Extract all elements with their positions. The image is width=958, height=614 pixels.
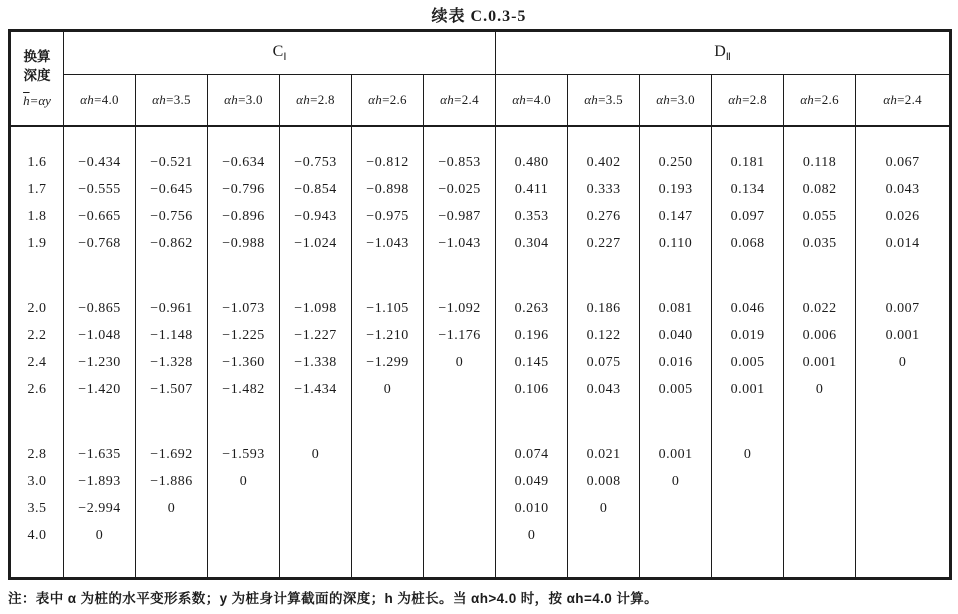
corner-line1: 换算: [23, 48, 51, 64]
d2-value-cell: 0.055: [784, 203, 856, 230]
c1-value-cell: −1.230: [64, 349, 136, 376]
c1-value-cell: [352, 468, 424, 495]
c1-value-cell: −0.898: [352, 176, 424, 203]
spacer-cell: [136, 549, 208, 579]
spacer-cell: [208, 403, 280, 441]
spacer-cell: [352, 549, 424, 579]
spacer-cell: [856, 403, 951, 441]
c1-value-cell: −0.753: [280, 149, 352, 176]
c1-value-cell: −1.886: [136, 468, 208, 495]
spacer-cell: [64, 403, 136, 441]
d2-value-cell: 0.014: [856, 230, 951, 257]
d2-value-cell: 0.480: [496, 149, 568, 176]
col-header-d2-3: αh=2.8: [712, 75, 784, 127]
spacer-cell: [64, 549, 136, 579]
d2-value-cell: 0.049: [496, 468, 568, 495]
c1-value-cell: −0.796: [208, 176, 280, 203]
spacer-cell: [568, 403, 640, 441]
c1-value-cell: 0: [424, 349, 496, 376]
spacer-cell: [640, 403, 712, 441]
table-row: [10, 376, 951, 403]
spacer-cell: [136, 257, 208, 295]
d2-value-cell: [784, 441, 856, 468]
c1-value-cell: −1.360: [208, 349, 280, 376]
c1-value-cell: −0.961: [136, 295, 208, 322]
d2-value-cell: 0.019: [712, 322, 784, 349]
d2-value-cell: 0: [496, 522, 568, 549]
row-label-cell: 3.5: [10, 495, 64, 522]
c1-value-cell: −1.635: [64, 441, 136, 468]
spacer-cell: [856, 126, 951, 149]
spacer-cell: [784, 126, 856, 149]
d2-value-cell: 0.250: [640, 149, 712, 176]
d2-value-cell: [856, 495, 951, 522]
c1-value-cell: [280, 468, 352, 495]
table-row: [10, 522, 951, 549]
col-header-c1-3: αh=2.8: [280, 75, 352, 127]
row-label-cell: 2.0: [10, 295, 64, 322]
d2-value-cell: 0.081: [640, 295, 712, 322]
d2-value-cell: [712, 468, 784, 495]
d2-value-cell: 0.005: [640, 376, 712, 403]
c1-value-cell: −1.225: [208, 322, 280, 349]
col-header-c1-0: αh=4.0: [64, 75, 136, 127]
spacer-cell: [640, 549, 712, 579]
d2-value-cell: [856, 468, 951, 495]
row-label-cell: 2.2: [10, 322, 64, 349]
d2-value-cell: 0.046: [712, 295, 784, 322]
table-title: 续表 C.0.3-5: [431, 8, 527, 25]
c1-value-cell: −0.988: [208, 230, 280, 257]
table-row: [10, 349, 951, 376]
row-label-cell: 1.7: [10, 176, 64, 203]
c1-value-cell: [208, 522, 280, 549]
c1-value-cell: [208, 495, 280, 522]
d2-value-cell: 0.097: [712, 203, 784, 230]
c1-value-cell: −1.227: [280, 322, 352, 349]
c1-value-cell: −0.812: [352, 149, 424, 176]
d2-value-cell: 0.147: [640, 203, 712, 230]
spacer-cell: [712, 403, 784, 441]
c1-value-cell: −0.555: [64, 176, 136, 203]
table-row: [10, 149, 951, 176]
c1-value-cell: −1.210: [352, 322, 424, 349]
d2-value-cell: 0.276: [568, 203, 640, 230]
spacer-cell: [496, 549, 568, 579]
col-header-d2-1: αh=3.5: [568, 75, 640, 127]
row-label-cell: 1.6: [10, 149, 64, 176]
c1-value-cell: [280, 522, 352, 549]
d2-value-cell: 0.068: [712, 230, 784, 257]
d2-value-cell: 0.122: [568, 322, 640, 349]
col-header-d2-5: αh=2.4: [856, 75, 951, 127]
spacer-cell: [568, 126, 640, 149]
row-label-cell: 2.4: [10, 349, 64, 376]
d2-value-cell: 0.016: [640, 349, 712, 376]
c1-value-cell: −1.148: [136, 322, 208, 349]
d2-value-cell: 0.022: [784, 295, 856, 322]
c1-value-cell: −1.338: [280, 349, 352, 376]
c1-value-cell: −0.865: [64, 295, 136, 322]
d2-value-cell: 0.118: [784, 149, 856, 176]
d2-value-cell: 0.333: [568, 176, 640, 203]
d2-value-cell: [856, 441, 951, 468]
c1-value-cell: −0.943: [280, 203, 352, 230]
table-row: [10, 322, 951, 349]
c1-value-cell: −1.043: [352, 230, 424, 257]
d2-value-cell: 0.106: [496, 376, 568, 403]
c1-value-cell: −0.521: [136, 149, 208, 176]
c1-value-cell: −1.507: [136, 376, 208, 403]
c1-value-cell: −0.896: [208, 203, 280, 230]
d2-value-cell: 0.001: [856, 322, 951, 349]
row-label-cell: 2.8: [10, 441, 64, 468]
d2-value-cell: 0.074: [496, 441, 568, 468]
d2-value-cell: 0.402: [568, 149, 640, 176]
c1-value-cell: −1.434: [280, 376, 352, 403]
spacer-cell: [784, 549, 856, 579]
d2-value-cell: 0.040: [640, 322, 712, 349]
d2-value-cell: 0.353: [496, 203, 568, 230]
group-header-c1: $C_Ⅰ$: [64, 31, 496, 75]
d2-value-cell: 0.263: [496, 295, 568, 322]
c1-value-cell: 0: [64, 522, 136, 549]
d2-value-cell: 0.021: [568, 441, 640, 468]
c1-value-cell: [424, 441, 496, 468]
c1-value-cell: −1.043: [424, 230, 496, 257]
corner-line2: 深度: [23, 68, 51, 84]
corner-header: [10, 31, 64, 127]
spacer-row: [10, 126, 951, 149]
spacer-cell: [856, 257, 951, 295]
c1-value-cell: −0.665: [64, 203, 136, 230]
spacer-cell: [64, 126, 136, 149]
c1-value-cell: [424, 522, 496, 549]
d2-value-cell: [640, 495, 712, 522]
d2-value-cell: 0.001: [640, 441, 712, 468]
spacer-row: [10, 403, 951, 441]
spacer-cell: [640, 126, 712, 149]
c1-value-cell: [136, 522, 208, 549]
d2-value-cell: [856, 522, 951, 549]
d2-value-cell: 0: [784, 376, 856, 403]
c1-value-cell: −1.048: [64, 322, 136, 349]
c1-value-cell: −1.073: [208, 295, 280, 322]
d2-value-cell: 0.026: [856, 203, 951, 230]
c1-value-cell: −0.854: [280, 176, 352, 203]
c1-value-cell: −1.328: [136, 349, 208, 376]
table-row: [10, 176, 951, 203]
spacer-row: [10, 549, 951, 579]
spacer-cell: [352, 403, 424, 441]
c1-value-cell: −1.482: [208, 376, 280, 403]
d2-value-cell: 0.304: [496, 230, 568, 257]
spacer-cell: [136, 403, 208, 441]
d2-value-cell: 0.411: [496, 176, 568, 203]
spacer-cell: [568, 549, 640, 579]
d2-value-cell: 0.007: [856, 295, 951, 322]
c1-value-cell: −1.092: [424, 295, 496, 322]
d2-value-cell: 0.134: [712, 176, 784, 203]
d2-value-cell: 0.010: [496, 495, 568, 522]
d2-value-cell: 0.196: [496, 322, 568, 349]
c1-value-cell: −1.176: [424, 322, 496, 349]
spacer-cell: [424, 549, 496, 579]
d2-value-cell: 0.067: [856, 149, 951, 176]
d2-value-cell: 0: [568, 495, 640, 522]
spacer-cell: [280, 257, 352, 295]
corner-formula: $\overline{h}=\alpha y$: [23, 92, 51, 108]
col-header-c1-2: αh=3.0: [208, 75, 280, 127]
row-label-cell: 1.9: [10, 230, 64, 257]
spacer-cell: [208, 126, 280, 149]
c1-value-cell: [352, 441, 424, 468]
d2-value-cell: 0.075: [568, 349, 640, 376]
col-header-d2-0: αh=4.0: [496, 75, 568, 127]
spacer-cell: [568, 257, 640, 295]
header-group-row: [10, 31, 951, 75]
c1-value-cell: −0.756: [136, 203, 208, 230]
d2-value-cell: 0.181: [712, 149, 784, 176]
spacer-cell: [712, 549, 784, 579]
spacer-cell: [496, 403, 568, 441]
d2-value-cell: [568, 522, 640, 549]
c1-value-cell: −0.853: [424, 149, 496, 176]
spacer-cell: [496, 257, 568, 295]
col-header-c1-4: αh=2.6: [352, 75, 424, 127]
d2-value-cell: [640, 522, 712, 549]
d2-value-cell: 0.186: [568, 295, 640, 322]
d2-value-cell: [784, 468, 856, 495]
spacer-cell: [712, 126, 784, 149]
d2-value-cell: [784, 522, 856, 549]
spacer-cell: [280, 549, 352, 579]
d2-value-cell: 0.008: [568, 468, 640, 495]
c1-value-cell: −0.862: [136, 230, 208, 257]
row-label-cell: 1.8: [10, 203, 64, 230]
c1-value-cell: 0: [208, 468, 280, 495]
table-row: [10, 230, 951, 257]
spacer-cell: [10, 257, 64, 295]
d2-value-cell: [856, 376, 951, 403]
c1-value-cell: 0: [280, 441, 352, 468]
spacer-cell: [640, 257, 712, 295]
d2-value-cell: 0.006: [784, 322, 856, 349]
c1-value-cell: −0.634: [208, 149, 280, 176]
c1-value-cell: [352, 495, 424, 522]
d2-value-cell: 0: [856, 349, 951, 376]
d2-value-cell: 0.043: [568, 376, 640, 403]
row-label-cell: 3.0: [10, 468, 64, 495]
c1-value-cell: [424, 468, 496, 495]
d2-value-cell: 0.110: [640, 230, 712, 257]
table-row: [10, 203, 951, 230]
c1-value-cell: −0.434: [64, 149, 136, 176]
spacer-cell: [64, 257, 136, 295]
c1-value-cell: −1.105: [352, 295, 424, 322]
c1-value-cell: −1.692: [136, 441, 208, 468]
spacer-cell: [10, 403, 64, 441]
spacer-cell: [136, 126, 208, 149]
spacer-cell: [352, 257, 424, 295]
c1-value-cell: −1.098: [280, 295, 352, 322]
c1-value-cell: 0: [136, 495, 208, 522]
d2-value-cell: 0.001: [712, 376, 784, 403]
spacer-cell: [784, 403, 856, 441]
c1-value-cell: 0: [352, 376, 424, 403]
group-header-d2: $D_Ⅱ$: [496, 31, 951, 75]
c1-value-cell: −0.768: [64, 230, 136, 257]
d2-value-cell: 0.227: [568, 230, 640, 257]
spacer-cell: [208, 549, 280, 579]
d2-value-cell: 0.001: [784, 349, 856, 376]
d2-value-cell: 0.043: [856, 176, 951, 203]
spacer-cell: [856, 549, 951, 579]
d2-value-cell: 0.193: [640, 176, 712, 203]
spacer-cell: [10, 126, 64, 149]
table-row: [10, 468, 951, 495]
c1-value-cell: −1.299: [352, 349, 424, 376]
table-row: [10, 441, 951, 468]
spacer-cell: [424, 126, 496, 149]
spacer-cell: [10, 549, 64, 579]
col-header-d2-4: αh=2.6: [784, 75, 856, 127]
c1-value-cell: −1.593: [208, 441, 280, 468]
c1-value-cell: −0.645: [136, 176, 208, 203]
spacer-cell: [280, 403, 352, 441]
spacer-cell: [208, 257, 280, 295]
table-row: [10, 495, 951, 522]
col-header-d2-2: αh=3.0: [640, 75, 712, 127]
table-note: 注：表中 α 为桩的水平变形系数；y 为桩身计算截面的深度；h 为桩长。当 αh>4.0 时，按 αh=4.0 计算。: [8, 591, 659, 606]
spacer-cell: [424, 257, 496, 295]
row-label-cell: 2.6: [10, 376, 64, 403]
d2-value-cell: 0: [712, 441, 784, 468]
col-header-c1-1: αh=3.5: [136, 75, 208, 127]
d2-value-cell: 0: [640, 468, 712, 495]
c1-value-cell: −0.987: [424, 203, 496, 230]
c1-value-cell: [352, 522, 424, 549]
c1-value-cell: −1.420: [64, 376, 136, 403]
c1-value-cell: −1.024: [280, 230, 352, 257]
table-row: [10, 295, 951, 322]
d2-value-cell: [712, 495, 784, 522]
header-sub-row: [10, 75, 951, 127]
spacer-cell: [784, 257, 856, 295]
spacer-cell: [424, 403, 496, 441]
spacer-cell: [352, 126, 424, 149]
d2-value-cell: [712, 522, 784, 549]
d2-value-cell: [784, 495, 856, 522]
d2-value-cell: 0.145: [496, 349, 568, 376]
d2-value-cell: 0.082: [784, 176, 856, 203]
c1-value-cell: −0.975: [352, 203, 424, 230]
d2-value-cell: 0.035: [784, 230, 856, 257]
spacer-cell: [496, 126, 568, 149]
d2-value-cell: 0.005: [712, 349, 784, 376]
c1-value-cell: −2.994: [64, 495, 136, 522]
row-label-cell: 4.0: [10, 522, 64, 549]
c1-value-cell: −0.025: [424, 176, 496, 203]
col-header-c1-5: αh=2.4: [424, 75, 496, 127]
spacer-cell: [712, 257, 784, 295]
c1-value-cell: −1.893: [64, 468, 136, 495]
spacer-cell: [280, 126, 352, 149]
coefficient-table: [8, 29, 952, 580]
spacer-row: [10, 257, 951, 295]
c1-value-cell: [280, 495, 352, 522]
c1-value-cell: [424, 376, 496, 403]
c1-value-cell: [424, 495, 496, 522]
